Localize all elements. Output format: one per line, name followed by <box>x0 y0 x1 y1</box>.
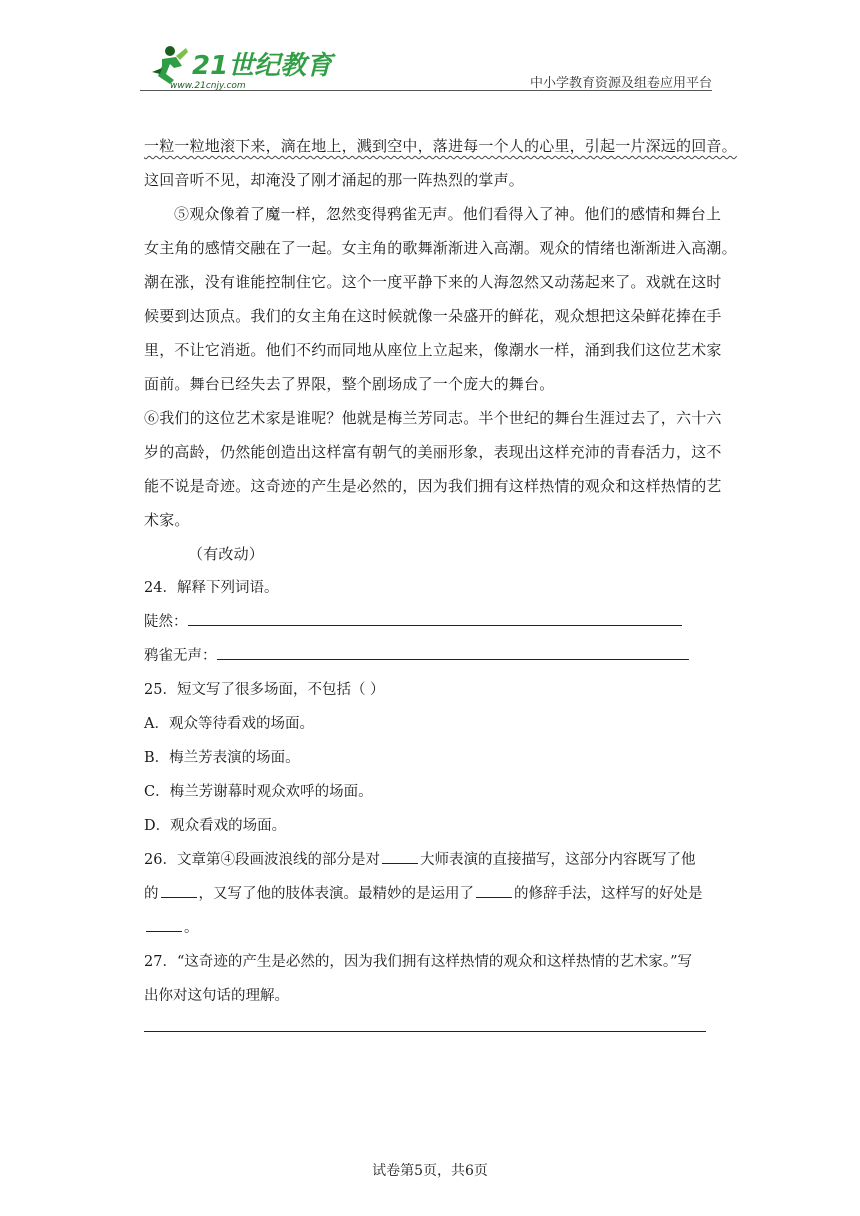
answer-blank[interactable] <box>146 917 182 932</box>
logo-text: 21世纪教育 <box>192 51 333 81</box>
passage-line: ⑥我们的这位艺术家是谁呢？他就是梅兰芳同志。半个世纪的舞台生涯过去了，六十六 <box>144 409 722 427</box>
question-27 <box>144 945 716 1032</box>
question-line <box>144 911 716 945</box>
answer-blank[interactable] <box>161 883 197 898</box>
question-line: 27．“这奇迹的产生是必然的，因为我们拥有这样热情的观众和这样热情的艺术家。”写 <box>144 954 693 970</box>
passage-line: 岁的高龄，仍然能创造出这样富有朝气的美丽形象，表现出这样充沛的青春活力，这不 <box>144 443 722 461</box>
page-header <box>140 40 712 92</box>
exam-content <box>144 129 737 1032</box>
passage-line: ⑤观众像着了魔一样，忽然变得鸦雀无声。他们看得入了神。他们的感情和舞台上 <box>174 205 722 223</box>
logo-21cnjy <box>140 42 360 90</box>
question-line <box>144 877 716 911</box>
question-25 <box>144 673 716 843</box>
question-text: ，又写了他的肢体表演。最精妙的是运用了 <box>198 886 474 902</box>
term-label: 陡然： <box>144 614 188 630</box>
answer-blank[interactable] <box>188 611 682 626</box>
question-stem: 25．短文写了很多场面，不包括（ ） <box>144 682 385 698</box>
passage-note: （有改动） <box>188 545 265 563</box>
option-b[interactable]: B．梅兰芳表演的场面。 <box>144 750 300 766</box>
option-c[interactable]: C．梅兰芳谢幕时观众欢呼的场面。 <box>144 784 373 800</box>
term-label: 鸦雀无声： <box>144 648 217 664</box>
question-item <box>144 605 716 639</box>
question-text: 。 <box>184 920 199 936</box>
question-text: 的 <box>144 886 159 902</box>
question-text: 的修辞手法，这样写的好处是 <box>514 886 703 902</box>
logo-url: www.21cnjy.com <box>170 81 246 90</box>
question-stem: 24．解释下列词语。 <box>144 580 279 596</box>
page-footer: 试卷第5页，共6页 <box>372 1163 488 1179</box>
option-a[interactable]: A．观众等待看戏的场面。 <box>144 716 314 732</box>
question-text: 26．文章第④段画波浪线的部分是对 <box>144 852 380 868</box>
question-text: 大师表演的直接描写，这部分内容既写了他 <box>419 852 696 868</box>
platform-name: 中小学教育资源及组卷应用平台 <box>529 76 712 91</box>
question-line: 出你对这句话的理解。 <box>144 988 289 1004</box>
question-26 <box>144 843 716 945</box>
passage-line: 里，不让它消逝。他们不约而同地从座位上立起来，像潮水一样，涌到我们这位艺术家 <box>144 341 722 359</box>
passage-line: 术家。 <box>144 511 190 529</box>
question-item <box>144 639 716 673</box>
answer-blank[interactable] <box>476 883 512 898</box>
option-d[interactable]: D．观众看戏的场面。 <box>144 818 287 834</box>
passage-line: 候要到达顶点。我们的女主角在这时候就像一朵盛开的鲜花，观众想把这朵鲜花捧在手 <box>144 307 722 325</box>
header-divider <box>140 90 712 91</box>
wavy-underlined-text: 一粒一粒地滚下来，滴在地上，溅到空中，落进每一个人的心里，引起一片深远的回音。 <box>144 137 737 155</box>
passage-line: 这回音听不见，却淹没了刚才涌起的那一阵热烈的掌声。 <box>144 171 525 189</box>
reading-passage <box>144 129 737 571</box>
answer-line[interactable] <box>144 1031 706 1032</box>
passage-line: 潮在涨，没有谁能控制住它。这个一度平静下来的人海忽然又动荡起来了。戏就在这时 <box>144 273 722 291</box>
passage-line: 面前。舞台已经失去了界限，整个剧场成了一个庞大的舞台。 <box>144 375 555 393</box>
answer-blank[interactable] <box>382 849 418 864</box>
answer-blank[interactable] <box>217 645 689 660</box>
passage-line: 能不说是奇迹。这奇迹的产生是必然的，因为我们拥有这样热情的观众和这样热情的艺 <box>144 477 722 495</box>
passage-line <box>144 129 737 163</box>
question-24 <box>144 571 716 673</box>
question-line <box>144 843 716 877</box>
passage-line: 女主角的感情交融在了一起。女主角的歌舞渐渐进入高潮。观众的情绪也渐渐进入高潮。 <box>144 239 737 257</box>
